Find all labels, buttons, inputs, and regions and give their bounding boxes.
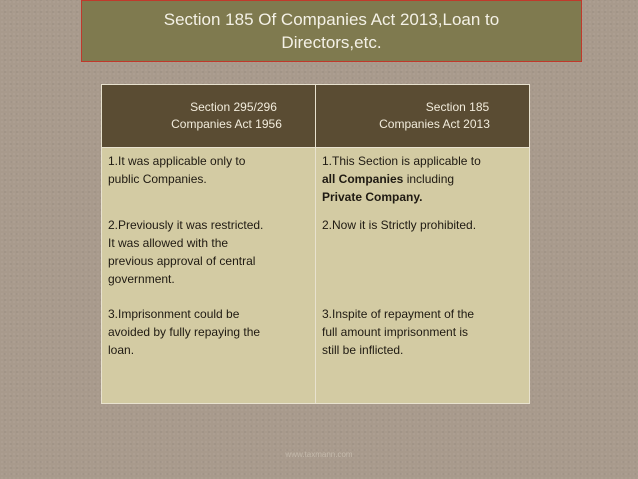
new-act-point-2: 2.Now it is Strictly prohibited. [322, 218, 477, 232]
header-old-act-name: Companies Act 1956 [171, 117, 282, 131]
header-new-act [316, 85, 530, 148]
new-act-point-1-all-companies: all Companies [322, 172, 404, 186]
new-act-point-1-private-company: Private Company. [322, 190, 423, 204]
table-row [102, 148, 529, 404]
header-new-act-section: Section 185 [425, 100, 490, 114]
new-act-point-1 [322, 152, 523, 216]
new-act-point-1-text: 1.This Section is applicable to [322, 154, 481, 168]
header-old-act [102, 85, 316, 148]
new-act-point-1-including: including [403, 172, 455, 186]
header-new-act-name: Companies Act 2013 [379, 117, 490, 131]
watermark: www.taxmann.com [285, 450, 353, 459]
comparison-table-grid [102, 85, 529, 403]
title-banner [81, 0, 582, 62]
comparison-table [101, 84, 530, 404]
old-act-point-1: 1.It was applicable only to public Companies. [108, 154, 246, 186]
new-act-point-3: 3.Inspite of repayment of the full amount imprisonment is still be inflicted. [322, 307, 475, 357]
header-old-act-section: Section 295/296 [190, 100, 277, 114]
new-act-cell [316, 148, 530, 404]
old-act-point-2: 2.Previously it was restricted. It was allowed with the previous approval of central government. [108, 218, 264, 286]
page-title: Section 185 Of Companies Act 2013,Loan to Directors,etc. [163, 10, 500, 52]
old-act-point-3: 3.Imprisonment could be avoided by fully repaying the loan. [108, 307, 261, 357]
old-act-cell [102, 148, 316, 404]
table-header-row [102, 85, 529, 148]
